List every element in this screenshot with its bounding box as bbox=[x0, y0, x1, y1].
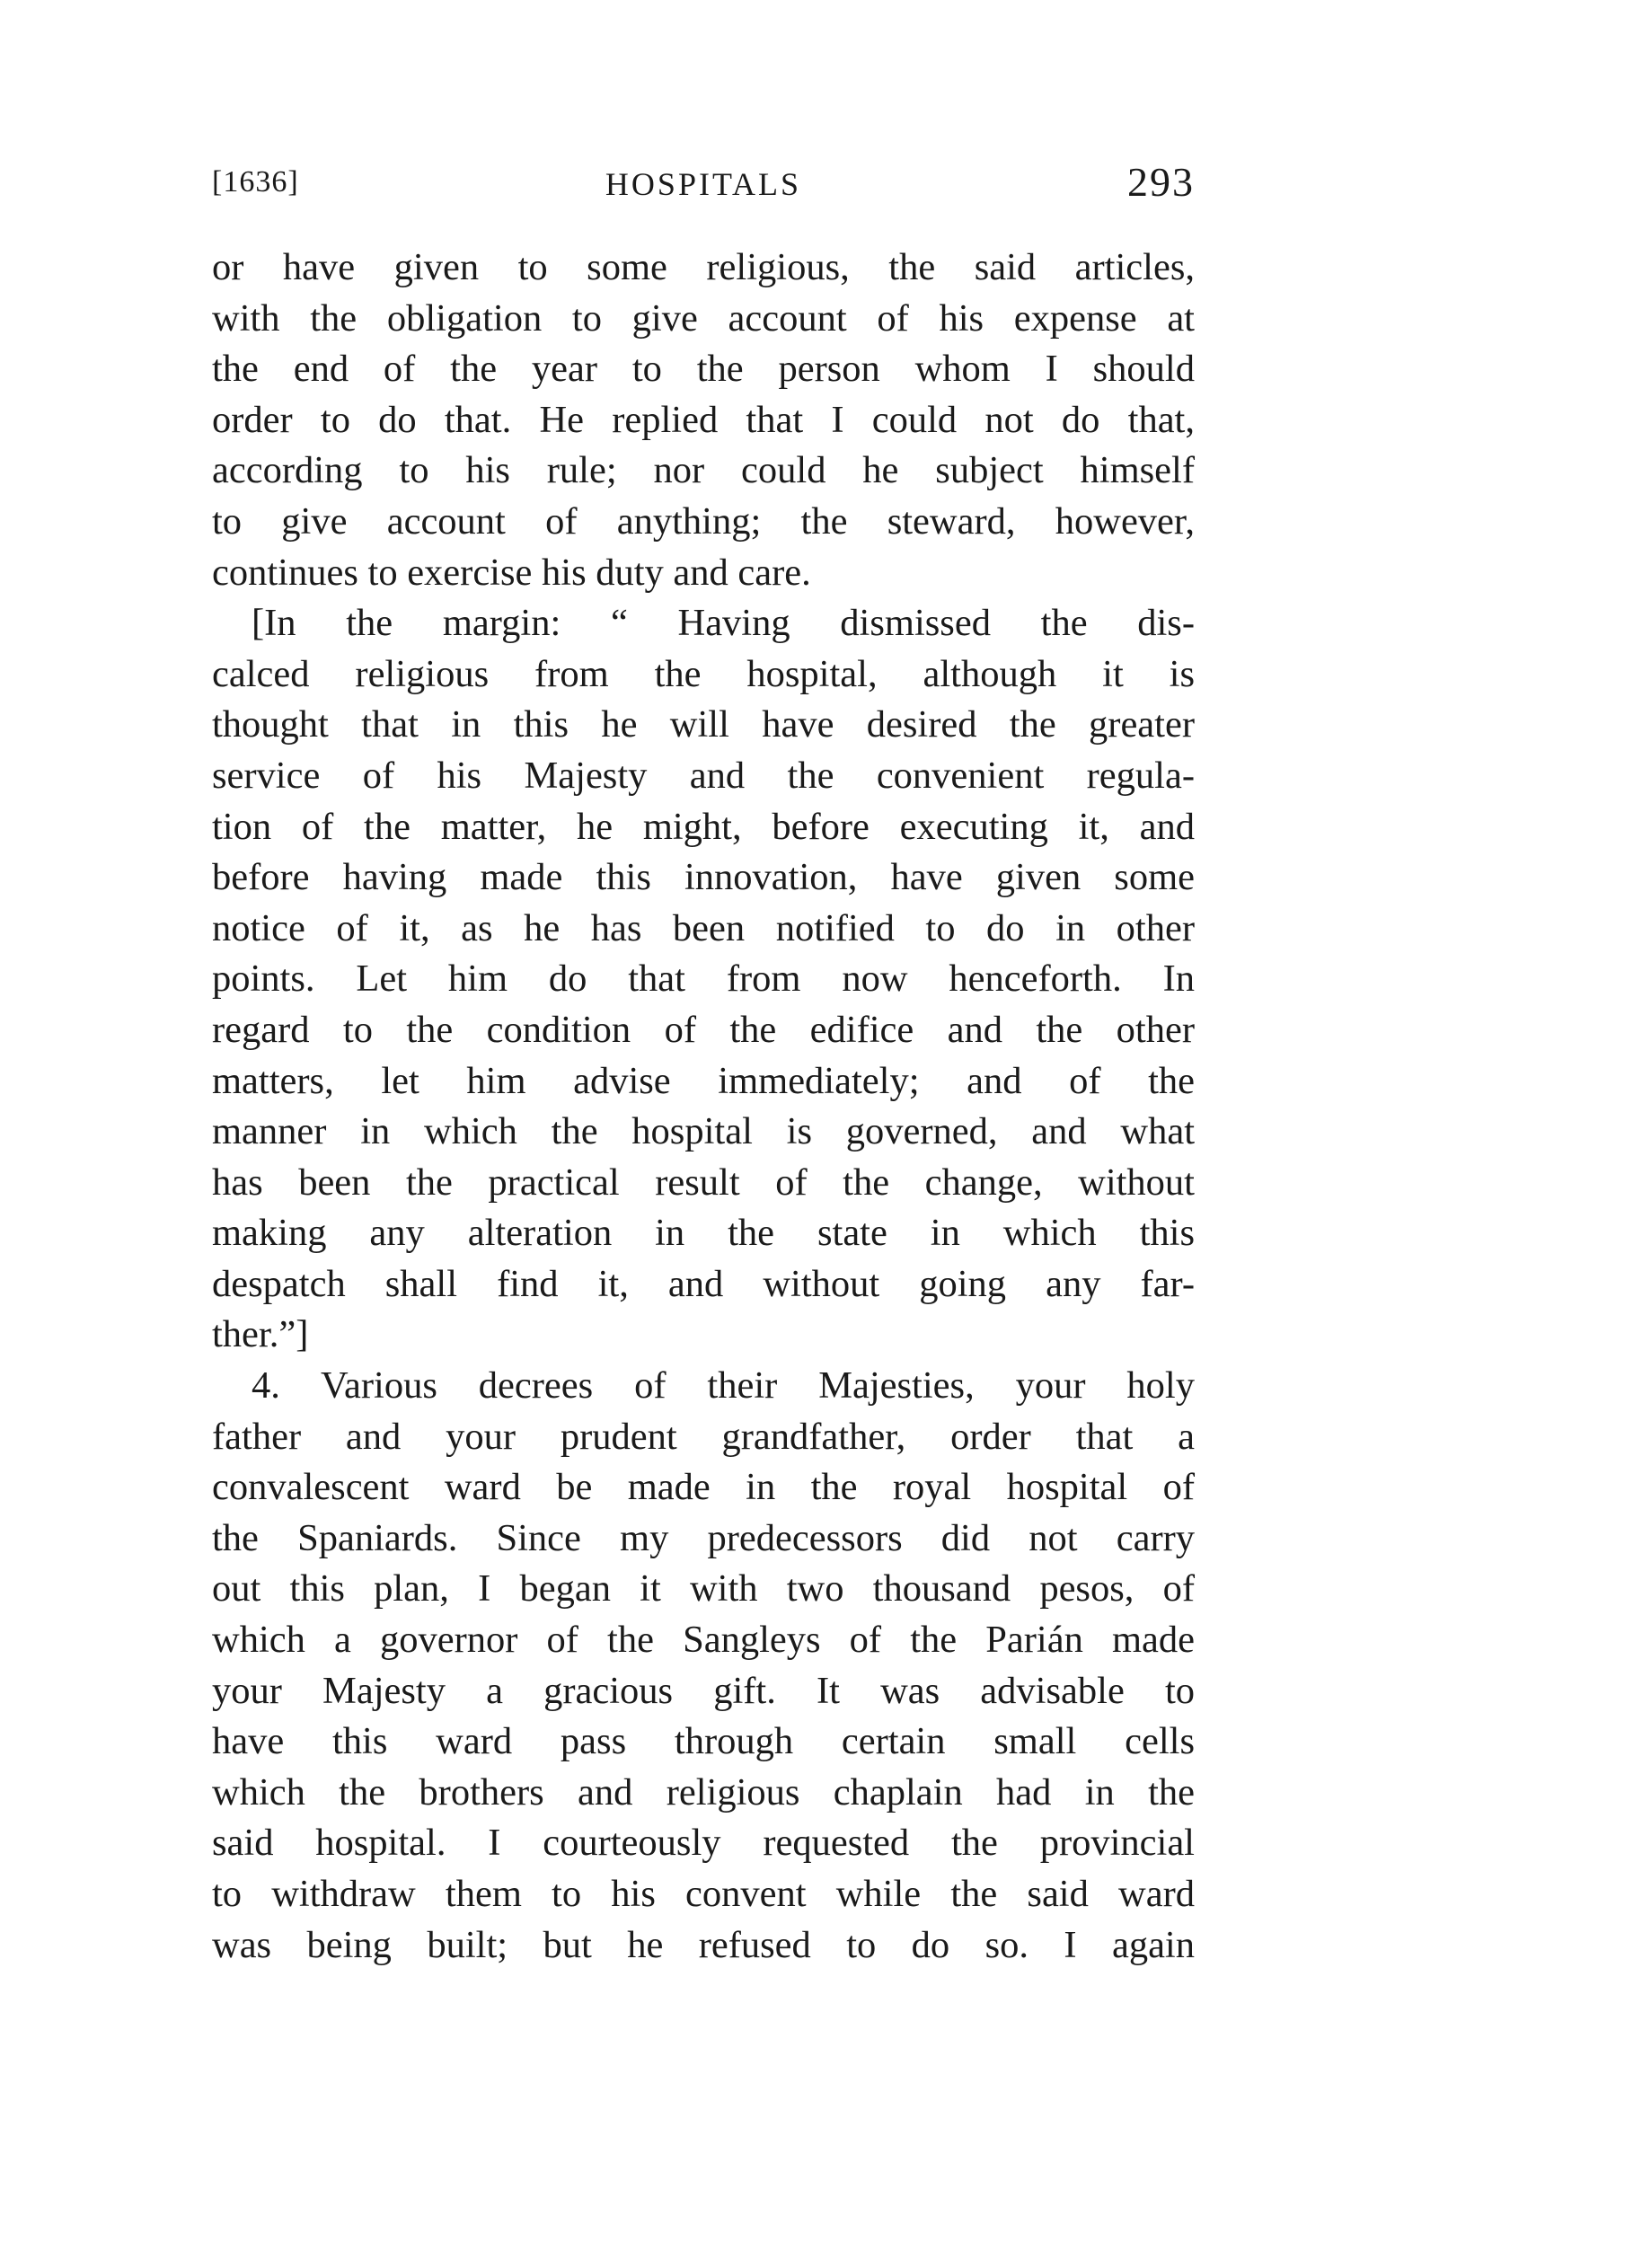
text-line: 4. Various decrees of their Majesties, your holy bbox=[252, 1364, 1195, 1408]
text-line: have this ward pass through certain small cells bbox=[212, 1720, 1195, 1763]
text-line: before having made this innovation, have given some bbox=[212, 856, 1195, 899]
text-line: with the obligation to give account of his expense at bbox=[212, 296, 1195, 340]
text-line: thought that in this he will have desired the greater bbox=[212, 703, 1195, 746]
text-line: to give account of anything; the steward, however, bbox=[212, 499, 1195, 543]
text-line: the Spaniards. Since my predecessors did not carry bbox=[212, 1516, 1195, 1559]
body-text bbox=[212, 243, 1195, 1971]
text-line: ther.”] bbox=[212, 1313, 309, 1356]
text-line: was being built; but he refused to do so. I again bbox=[212, 1923, 1195, 1966]
text-line: points. Let him do that from now henceforth. In bbox=[212, 958, 1195, 1001]
text-line: service of his Majesty and the convenient regula- bbox=[212, 754, 1195, 797]
text-line: manner in which the hospital is governed, and what bbox=[212, 1110, 1195, 1153]
running-head-year: [1636] bbox=[212, 165, 299, 199]
text-line: calced religious from the hospital, although it is bbox=[212, 652, 1195, 695]
text-line: which the brothers and religious chaplain had in the bbox=[212, 1770, 1195, 1814]
text-line: making any alteration in the state in which this bbox=[212, 1212, 1195, 1255]
text-line: notice of it, as he has been notified to do in other bbox=[212, 906, 1195, 949]
text-line: the end of the year to the person whom I should bbox=[212, 348, 1195, 391]
text-line: matters, let him advise immediately; and of the bbox=[212, 1059, 1195, 1102]
text-line: regard to the condition of the edifice and the other bbox=[212, 1008, 1195, 1051]
text-line: out this plan, I began it with two thousand pesos, of bbox=[212, 1567, 1195, 1611]
text-line: to withdraw them to his convent while the said ward bbox=[212, 1873, 1195, 1915]
text-line: continues to exercise his duty and care. bbox=[212, 551, 811, 594]
text-line: order to do that. He replied that I could not do that, bbox=[212, 398, 1195, 441]
page-number: 293 bbox=[1127, 159, 1195, 205]
running-head-title: HOSPITALS bbox=[605, 166, 802, 202]
text-line: tion of the matter, he might, before executing it, and bbox=[212, 805, 1195, 848]
text-line: which a governor of the Sangleys of the Parián made bbox=[212, 1619, 1195, 1662]
text-line: your Majesty a gracious gift. It was advisable to bbox=[212, 1669, 1195, 1712]
running-head bbox=[212, 158, 1195, 212]
text-line: [In the margin: “ Having dismissed the dis- bbox=[252, 602, 1195, 645]
text-line: according to his rule; nor could he subject himself bbox=[212, 449, 1195, 492]
text-line: despatch shall find it, and without going any far- bbox=[212, 1262, 1195, 1305]
text-line: or have given to some religious, the said articles, bbox=[212, 246, 1195, 288]
text-line: has been the practical result of the change, without bbox=[212, 1160, 1195, 1204]
text-line: said hospital. I courteously requested the provincial bbox=[212, 1822, 1195, 1865]
text-line: convalescent ward be made in the royal hospital of bbox=[212, 1466, 1195, 1509]
text-line: father and your prudent grandfather, order that a bbox=[212, 1415, 1195, 1458]
